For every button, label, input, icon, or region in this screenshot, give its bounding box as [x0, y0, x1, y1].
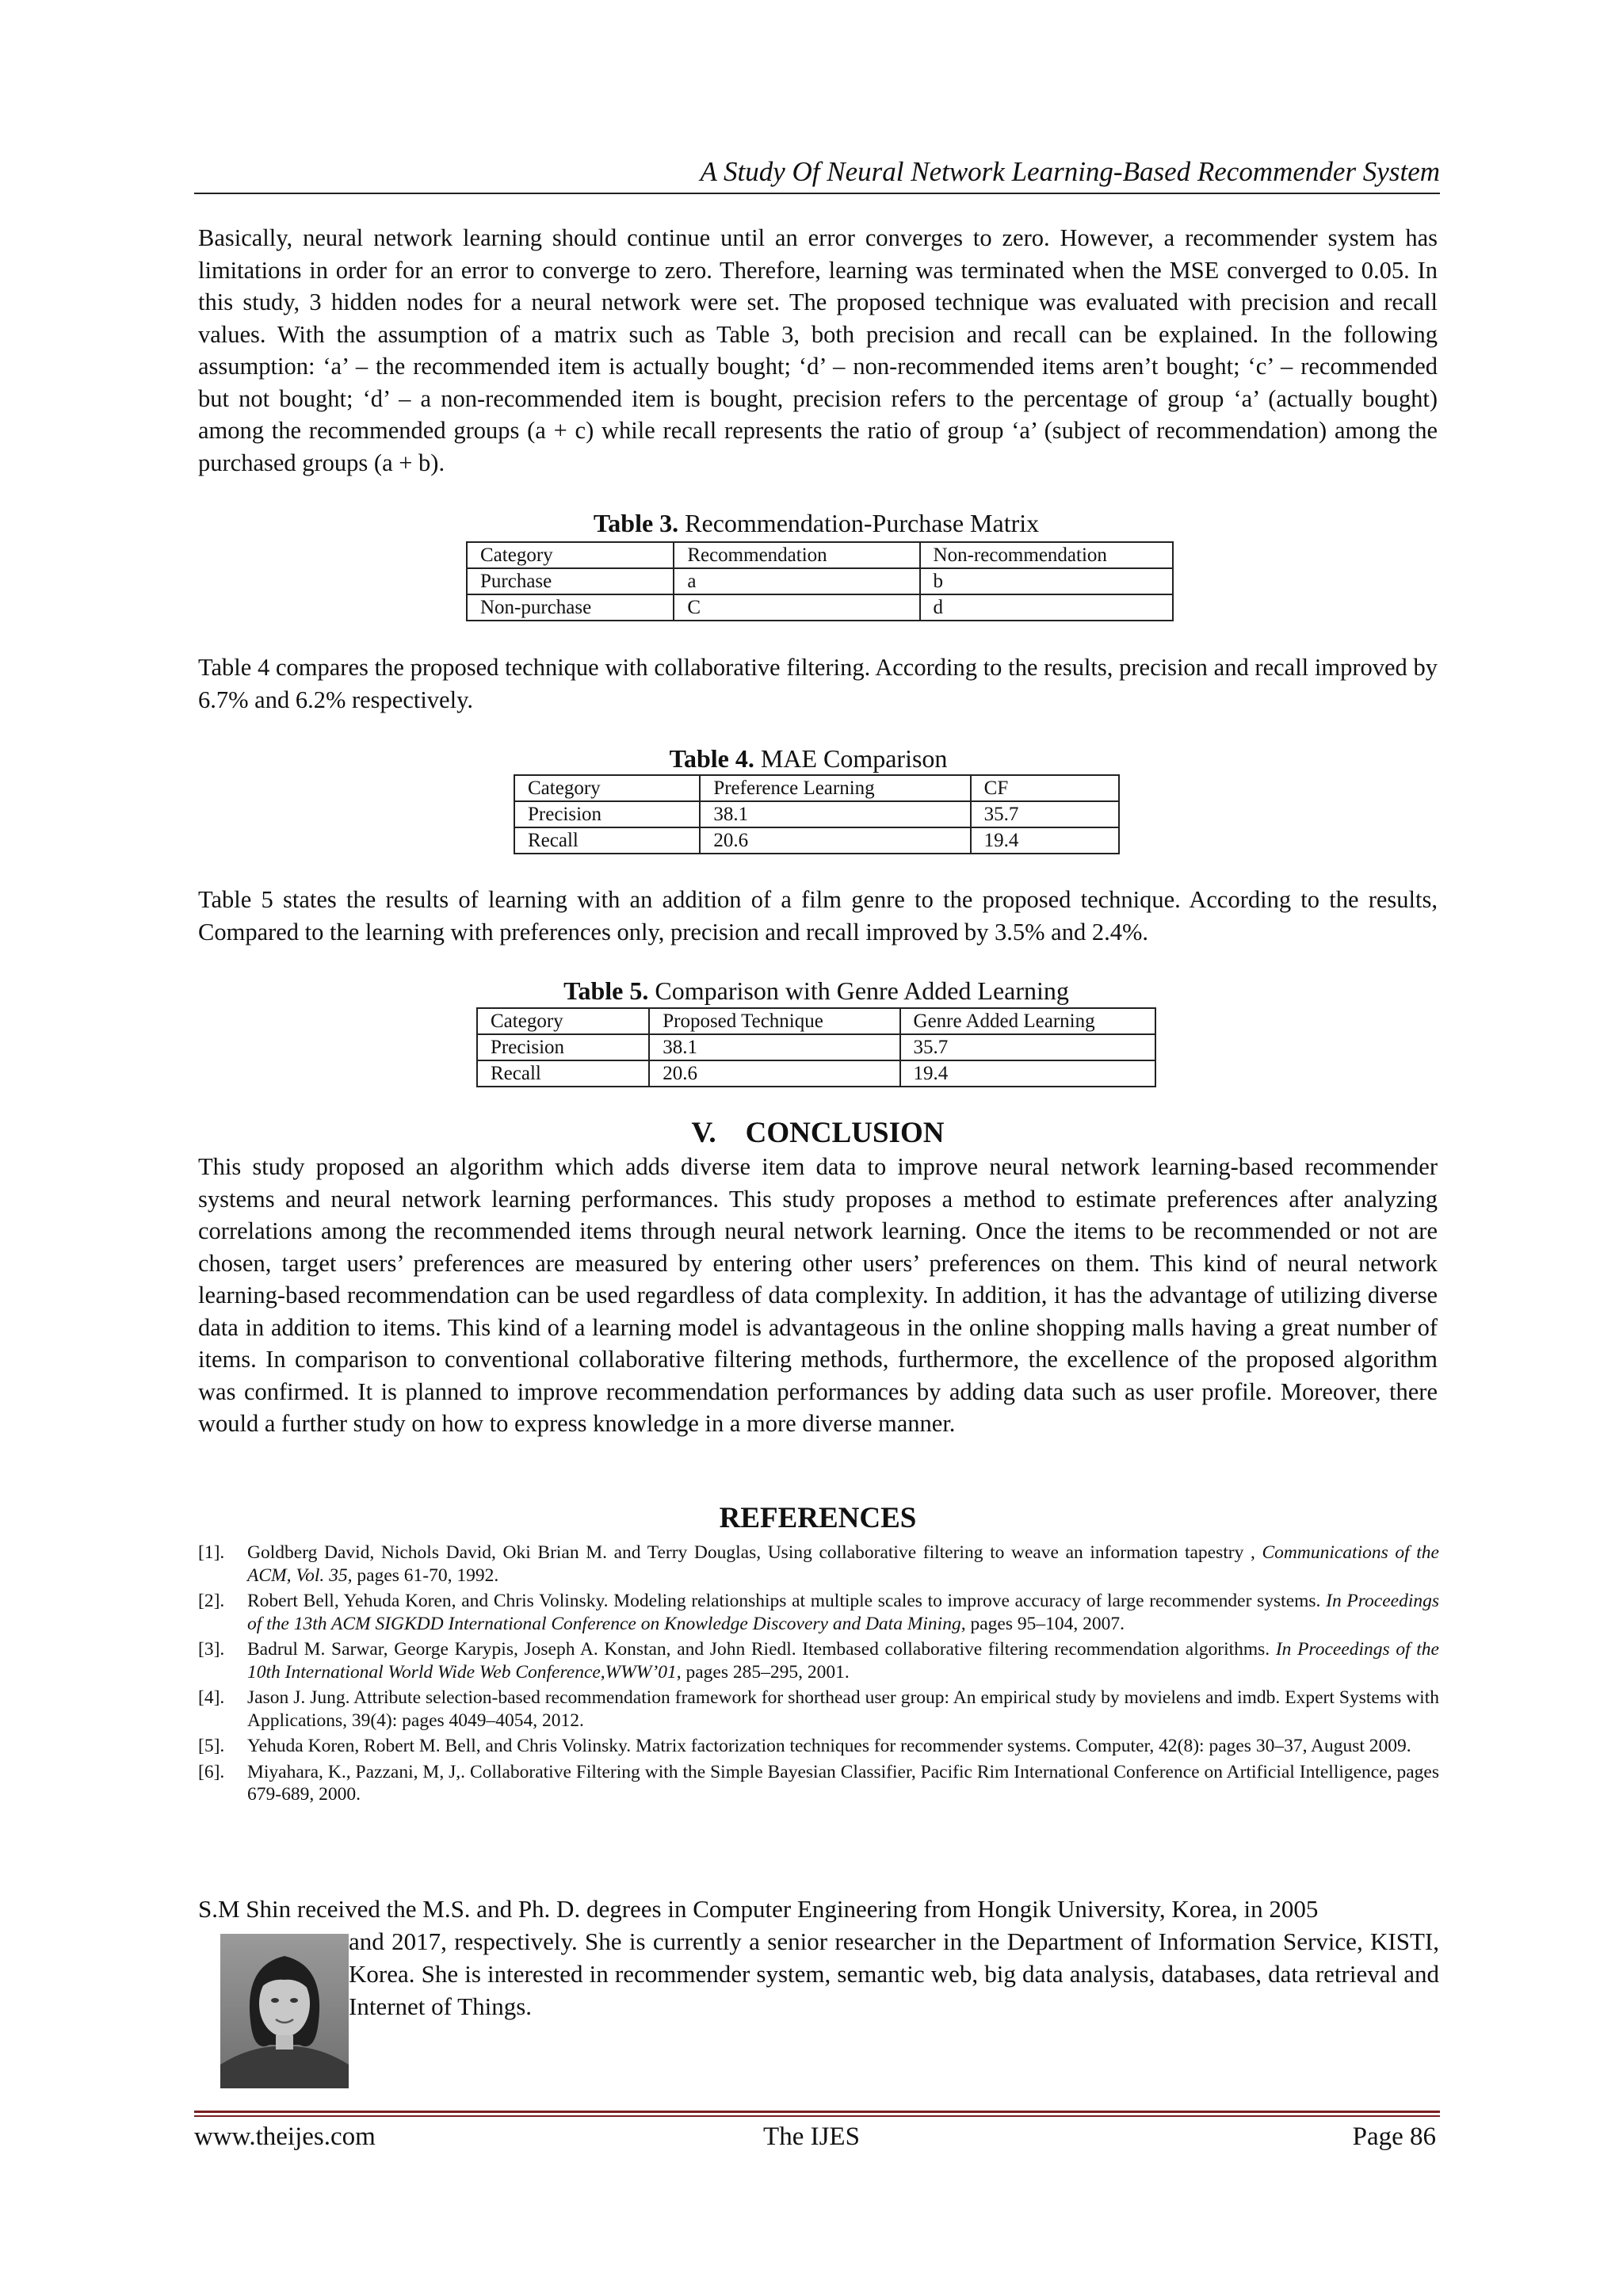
reference-venue: In Proceedings of the 10th International World Wide Web Conference,WWW’01 — [247, 1639, 1439, 1683]
reference-number: [3]. — [198, 1639, 225, 1660]
table3-title: Recommendation-Purchase Matrix — [678, 509, 1040, 537]
table4-label: Table 4. — [669, 744, 754, 773]
table-row — [514, 775, 1119, 801]
table-cell: d — [920, 594, 1173, 621]
reference-details: pages 95–104, 2007. — [965, 1613, 1125, 1634]
table-row — [477, 1008, 1155, 1034]
table-cell: 20.6 — [649, 1060, 899, 1087]
table-row — [514, 827, 1119, 854]
reference-number: [1]. — [198, 1542, 225, 1563]
table-cell: Preference Learning — [700, 775, 970, 801]
reference-details: , pages 285–295, 2001. — [676, 1661, 850, 1683]
reference-number: [6]. — [198, 1761, 225, 1782]
reference-number: [5]. — [198, 1736, 225, 1756]
intro-paragraph: Basically, neural network learning should continue until an error converges to zero. However, a recommender system has limitations in order for an error to converge to zero. Therefore, learning was terminated when the MSE converged to 0.05. In this study, 3 hidden nodes for a neural network were set. The proposed technique was evaluated with precision and recall values. With the assumption of a matrix such as Table 3, both precision and recall can be explained. In the following assumption: ‘a’ – the recommended item is actually bought; ‘d’ – non-recommended items aren’t bought; ‘c’ – recommended but not bought; ‘d’ – a non-recommended item is bought, precision refers to the percentage of group ‘a’ (actually bought) among the recommended groups (a + c) while recall represents the ratio of group ‘a’ (subject of recommendation) among the purchased groups (a + b). — [198, 224, 1438, 476]
conclusion-paragraph: This study proposed an algorithm which adds diverse item data to improve neural network learning-based recommender systems and neural network learning performances. This study proposes a method to estimate preferences after analyzing correlations among the recommended items through neural network learning. Once the items to be recommended or not are chosen, target users’ preferences are measured by entering other users’ preferences on them. This kind of neural network learning-based recommendation can be used regardless of data complexity. In addition, it has the advantage of utilizing diverse data in addition to items. This kind of a learning model is advantageous in the online shopping malls having a great number of items. In comparison to conventional collaborative filtering methods, furthermore, the excellence of the proposed algorithm was confirmed. It is planned to improve recommendation performances by adding data such as user profile. Moreover, there would a further study on how to express knowledge in a more diverse manner. — [198, 1153, 1438, 1437]
table-cell: Recommendation — [674, 542, 919, 568]
table-row — [477, 1060, 1155, 1087]
table-cell: 35.7 — [971, 801, 1119, 827]
table3-label: Table 3. — [593, 509, 679, 537]
table-row — [514, 801, 1119, 827]
reference-text: Miyahara, K., Pazzani, M, J,. Collaborative Filtering with the Simple Bayesian Classifier, Pacific Rim International Conference on Artificial Intelligence, pages 679-689, 2000. — [247, 1761, 1439, 1805]
table-cell: Non-purchase — [467, 594, 674, 621]
table-cell: Category — [467, 542, 674, 568]
table-cell: 38.1 — [649, 1034, 899, 1060]
table-cell: Non-recommendation — [920, 542, 1173, 568]
reference-item — [198, 1541, 1439, 1587]
table4-title: MAE Comparison — [754, 744, 948, 773]
reference-number: [4]. — [198, 1687, 225, 1708]
table3 — [466, 541, 1174, 621]
reference-venue: Communications of the ACM, Vol. 35, — [247, 1542, 1439, 1586]
table-cell: Precision — [477, 1034, 649, 1060]
table4-caption — [491, 744, 1125, 773]
table-cell: C — [674, 594, 919, 621]
reference-item — [198, 1638, 1439, 1683]
table4 — [514, 774, 1120, 854]
running-title: A Study Of Neural Network Learning-Based Recommender System — [700, 156, 1440, 187]
table4-intro-paragraph: Table 4 compares the proposed technique with collaborative filtering. According to the results, precision and recall improved by 6.7% and 6.2% respectively. — [198, 654, 1438, 713]
table-row — [467, 594, 1173, 621]
table5-label: Table 5. — [563, 976, 649, 1005]
table-cell: Recall — [477, 1060, 649, 1087]
table-cell: Category — [477, 1008, 649, 1034]
table-cell: 19.4 — [900, 1060, 1155, 1087]
table-cell: 20.6 — [700, 827, 970, 854]
reference-item — [198, 1735, 1439, 1758]
table3-caption — [460, 509, 1173, 537]
footer-page-number: Page 86 — [1352, 2122, 1436, 2151]
table-cell: Precision — [514, 801, 700, 827]
footer-website: www.theijes.com — [194, 2122, 376, 2151]
reference-text: Jason J. Jung. Attribute selection-based recommendation framework for shorthead user group: An empirical study by movielens and imdb. Expert Systems with Applications, 39(4): pages 4049–4054, 2012. — [247, 1687, 1439, 1731]
table-cell: b — [920, 568, 1173, 594]
table-cell: 38.1 — [700, 801, 970, 827]
table-cell: 19.4 — [971, 827, 1119, 854]
reference-item — [198, 1761, 1439, 1806]
reference-list — [198, 1541, 1439, 1809]
table-cell: Purchase — [467, 568, 674, 594]
table5-caption — [460, 976, 1173, 1005]
table5-intro-paragraph: Table 5 states the results of learning with an addition of a film genre to the proposed technique. According to the results, Compared to the learning with preferences only, precision and recall improved by 3.5% and 2.4%. — [198, 886, 1438, 946]
table5-title: Comparison with Genre Added Learning — [648, 976, 1069, 1005]
table-cell: Genre Added Learning — [900, 1008, 1155, 1034]
header-rule — [194, 193, 1440, 194]
footer-rule — [194, 2115, 1440, 2117]
reference-text: Badrul M. Sarwar, George Karypis, Joseph A. Konstan, and John Riedl. Itembased collaborative filtering recommendation algorithms. — [247, 1639, 1276, 1660]
reference-item — [198, 1687, 1439, 1732]
conclusion-heading: V. CONCLUSION — [691, 1117, 945, 1149]
table-cell: Category — [514, 775, 700, 801]
table-row — [467, 568, 1173, 594]
author-bio-text: and 2017, respectively. She is currently a senior researcher in the Department of Information Service, KISTI, Korea. She is interested in recommender system, semantic web, big data analysis, databases, data retrieval and Internet of Things. — [349, 1927, 1439, 2020]
reference-text: Yehuda Koren, Robert M. Bell, and Chris Volinsky. Matrix factorization techniques for recommender systems. Computer, 42(8): pages 30–37, August 2009. — [247, 1736, 1411, 1756]
reference-venue: In Proceedings of the 13th ACM SIGKDD International Conference on Knowledge Discovery and Data Mining, — [247, 1591, 1439, 1634]
references-heading: REFERENCES — [719, 1502, 917, 1534]
footer-journal: The IJES — [763, 2122, 860, 2151]
table5 — [476, 1007, 1156, 1087]
table-cell: CF — [971, 775, 1119, 801]
table-cell: 35.7 — [900, 1034, 1155, 1060]
reference-text: Robert Bell, Yehuda Koren, and Chris Volinsky. Modeling relationships at multiple scales to improve accuracy of large recommender systems. — [247, 1591, 1327, 1611]
table-row — [467, 542, 1173, 568]
table-cell: Recall — [514, 827, 700, 854]
author-bio-first-line: S.M Shin received the M.S. and Ph. D. degrees in Computer Engineering from Hongik University, Korea, in 2005 — [198, 1895, 1319, 1923]
reference-item — [198, 1590, 1439, 1635]
reference-number: [2]. — [198, 1591, 225, 1611]
footer-rule — [194, 2111, 1440, 2113]
author-photo — [220, 1934, 349, 2088]
table-cell: a — [674, 568, 919, 594]
reference-details: pages 61-70, 1992. — [352, 1564, 499, 1586]
table-row — [477, 1034, 1155, 1060]
reference-text: Goldberg David, Nichols David, Oki Brian M. and Terry Douglas, Using collaborative filtering to weave an information tapestry , — [247, 1542, 1262, 1563]
table-cell: Proposed Technique — [649, 1008, 899, 1034]
